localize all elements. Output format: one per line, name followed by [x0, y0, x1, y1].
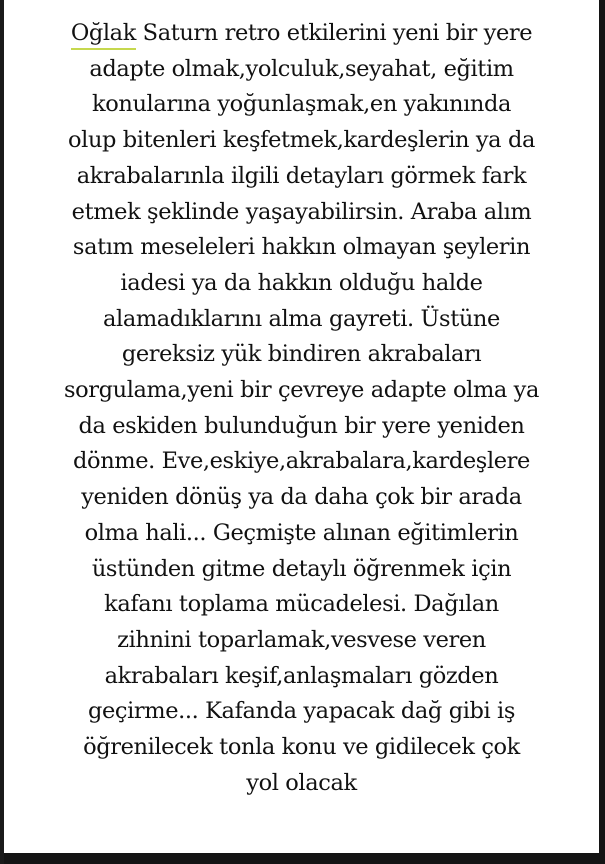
- highlighted-word: [71, 16, 136, 52]
- text-line: akrabalarınla ilgili detayları görmek fark: [76, 162, 527, 189]
- text-line: etmek şeklinde yaşayabilirsin. Araba alım: [71, 198, 532, 225]
- text-line: gereksiz yük bindiren akrabaları: [121, 341, 482, 368]
- sign-name: Oğlak: [70, 20, 136, 46]
- highlight-underline: [71, 48, 136, 50]
- text-line: olup bitenleri keşfetmek,kardeşlerin ya da: [68, 127, 535, 154]
- text-line: üstünden gitme detaylı öğrenmek için: [91, 555, 512, 582]
- text-line: iadesi ya da hakkın olduğu halde: [120, 269, 483, 296]
- text-line: sorgulama,yeni bir çevreye adapte olma ya: [63, 377, 540, 404]
- text-line: alamadıklarını alma gayreti. Üstüne: [103, 305, 500, 332]
- text-line: adapte olmak,yolculuk,seyahat, eğitim: [89, 55, 514, 82]
- text-line: yeniden dönüş ya da daha çok bir arada: [81, 484, 522, 511]
- text-line: akrabaları keşif,anlaşmaları gözden: [104, 662, 499, 689]
- text-line: [4, 16, 599, 52]
- text-line: kafanı toplama mücadelesi. Dağılan: [104, 591, 499, 618]
- text-line: konularına yoğunlaşmak,en yakınında: [91, 91, 512, 118]
- text-line: yol olacak: [246, 769, 357, 796]
- text-post-card: [4, 0, 599, 853]
- first-line-text: Saturn retro etkilerini yeni bir yere: [135, 20, 533, 46]
- text-line: geçirme... Kafanda yapacak dağ gibi iş: [88, 698, 515, 725]
- text-line: dönme. Eve,eskiye,akrabalara,kardeşlere: [73, 448, 530, 475]
- text-line: olma hali... Geçmişte alınan eğitimlerin: [84, 519, 519, 546]
- text-line: satım meseleleri hakkın olmayan şeylerin: [72, 234, 531, 261]
- text-line: öğrenilecek tonla konu ve gidilecek çok: [83, 734, 520, 761]
- text-line: da eskiden bulunduğun bir yere yeniden: [78, 412, 525, 439]
- text-line: zihnini toparlamak,vesvese veren: [117, 626, 486, 653]
- horoscope-text: [4, 16, 599, 801]
